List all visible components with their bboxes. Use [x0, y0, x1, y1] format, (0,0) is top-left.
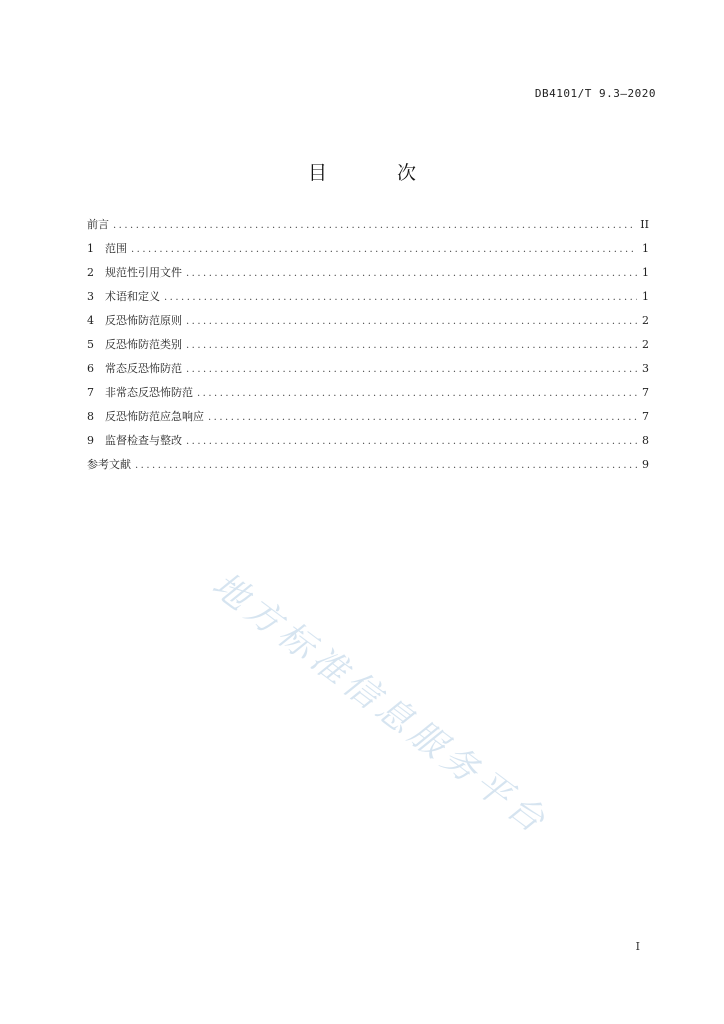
watermark: 地方标准信息服务平台: [204, 565, 556, 844]
toc-entry-number: 3: [87, 290, 94, 303]
toc-entry-2[interactable]: [87, 264, 649, 288]
toc-entry-page: II: [640, 218, 649, 231]
toc-entry-page: 1: [642, 290, 649, 303]
document-code: DB4101/T 9.3—2020: [534, 87, 656, 100]
toc-entry-number: 6: [87, 362, 94, 375]
toc-title: 目 次: [307, 162, 449, 184]
toc-entry-number: 8: [87, 410, 94, 423]
toc-leader-dots: [186, 268, 637, 279]
toc-entry-page: 7: [642, 410, 649, 423]
toc-entry-page: 2: [642, 338, 649, 351]
toc-entry-9[interactable]: [87, 432, 649, 456]
toc-entry-page: 3: [642, 362, 649, 375]
toc-entry-label: 监督检查与整改: [105, 434, 182, 447]
toc-entry-number: 4: [87, 314, 94, 327]
toc-leader-dots: [208, 412, 637, 423]
toc-leader-dots: [135, 460, 637, 471]
toc-leader-dots: [186, 364, 637, 375]
toc-entry-label: 常态反恐怖防范: [105, 362, 182, 375]
toc-entry-number: 2: [87, 266, 94, 279]
toc-entry-3[interactable]: [87, 288, 649, 312]
toc-leader-dots: [197, 388, 637, 399]
toc-entry-page: 1: [642, 242, 649, 255]
toc-leader-dots: [186, 316, 637, 327]
toc-entry-number: 7: [87, 386, 94, 399]
toc-leader-dots: [164, 292, 637, 303]
toc-entry-page: 2: [642, 314, 649, 327]
toc-leader-dots: [113, 220, 636, 231]
toc-entry-6[interactable]: [87, 360, 649, 384]
toc-entry-page: 8: [642, 434, 649, 447]
toc-entry-label: 前言: [87, 218, 109, 231]
table-of-contents: [87, 216, 649, 480]
toc-entry-4[interactable]: [87, 312, 649, 336]
toc-entry-foreword[interactable]: [87, 216, 649, 240]
toc-entry-page: 9: [642, 458, 649, 471]
toc-entry-label: 术语和定义: [105, 290, 160, 303]
toc-entry-page: 1: [642, 266, 649, 279]
toc-entry-label: 参考文献: [87, 458, 131, 471]
toc-entry-label: 范围: [105, 242, 127, 255]
toc-entry-label: 反恐怖防范类别: [105, 338, 182, 351]
toc-entry-5[interactable]: [87, 336, 649, 360]
toc-entry-number: 1: [87, 242, 94, 255]
toc-entry-page: 7: [642, 386, 649, 399]
toc-entry-number: 9: [87, 434, 94, 447]
page-number: I: [635, 940, 640, 953]
toc-entry-label: 反恐怖防范原则: [105, 314, 182, 327]
toc-leader-dots: [186, 340, 637, 351]
toc-leader-dots: [131, 244, 637, 255]
toc-entry-label: 非常态反恐怖防范: [105, 386, 193, 399]
toc-entry-number: 5: [87, 338, 94, 351]
toc-entry-references[interactable]: [87, 456, 649, 480]
toc-entry-8[interactable]: [87, 408, 649, 432]
toc-entry-7[interactable]: [87, 384, 649, 408]
toc-entry-1[interactable]: [87, 240, 649, 264]
toc-entry-label: 反恐怖防范应急响应: [105, 410, 204, 423]
toc-entry-label: 规范性引用文件: [105, 266, 182, 279]
toc-leader-dots: [186, 436, 637, 447]
